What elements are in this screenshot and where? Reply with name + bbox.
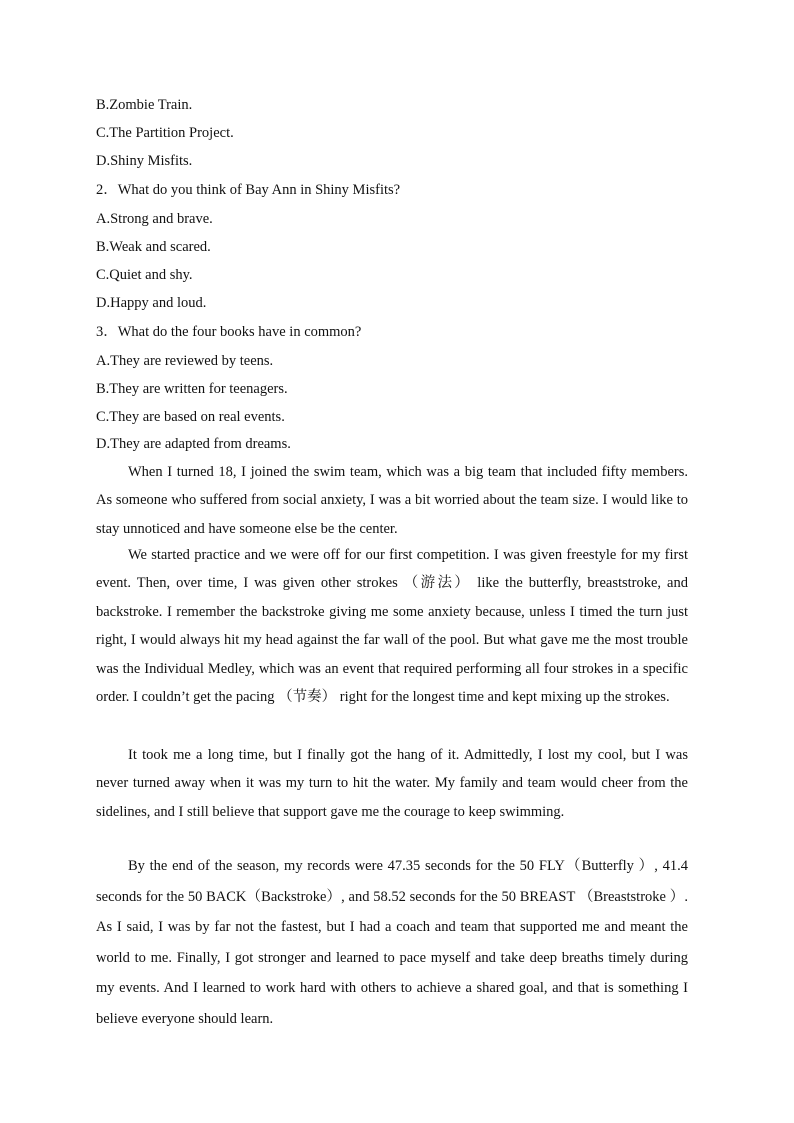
passage-paragraph-4: By the end of the season, my records were 47.35 seconds for the 50 FLY（Butterfly ）, 41.4 seconds for the 50 BACK（Backstroke）, and 58.52 seconds for the 50 BREAST （Breaststroke ）. As I said, I was by far not the fastest, but I had a coach and team that supported me and meant the world to me. Finally, I got stronger and learned to pace myself and take deep breaths timely during my events. And I learned to work hard with others to achieve a shared goal, and that is something I believe everyone should learn. [96,858,688,1027]
q2-question: 2．What do you think of Bay Ann in Shiny Misfits? [96,182,401,198]
passage-paragraph-2: We started practice and we were off for our first competition. I was given freestyle for my first event. Then, over time, I was given other strokes （游法） like the butterfly, breaststroke, and backstroke. I remember the backstroke giving me some anxiety because, unless I timed the turn just right, I would always hit my head against the far wall of the pool. But what gave me the most trouble was the Individual Medley, which was an event that required performing all four strokes in a specific order. I couldn’t get the pacing （节奏） right for the longest time and kept mixing up the strokes. [96,547,688,706]
passage-paragraph-3: It took me a long time, but I finally got the hang of it. Admittedly, I lost my cool, but I was never turned away when it was my turn to hit the water. My family and team would cheer from the sidelines, and I still believe that support gave me the courage to keep swimming. [96,747,688,820]
q3-option-c: C.They are based on real events. [96,409,285,425]
q2-option-c: C.Quiet and shy. [96,267,193,283]
q1-option-c: C.The Partition Project. [96,125,234,141]
passage-paragraph-1: When I turned 18, I joined the swim team, which was a big team that included fifty members. As someone who suffered from social anxiety, I was a bit worried about the team size. I would like to stay unnoticed and have someone else be the center. [96,464,688,537]
q2-option-d: D.Happy and loud. [96,295,207,311]
q1-option-b: B.Zombie Train. [96,97,193,113]
q2-option-b: B.Weak and scared. [96,239,211,255]
q3-option-b: B.They are written for teenagers. [96,381,288,397]
q3-option-a: A.They are reviewed by teens. [96,353,274,369]
q3-option-d: D.They are adapted from dreams. [96,436,291,452]
q1-option-d: D.Shiny Misfits. [96,153,193,169]
q3-question: 3．What do the four books have in common? [96,324,362,340]
q2-option-a: A.Strong and brave. [96,211,213,227]
